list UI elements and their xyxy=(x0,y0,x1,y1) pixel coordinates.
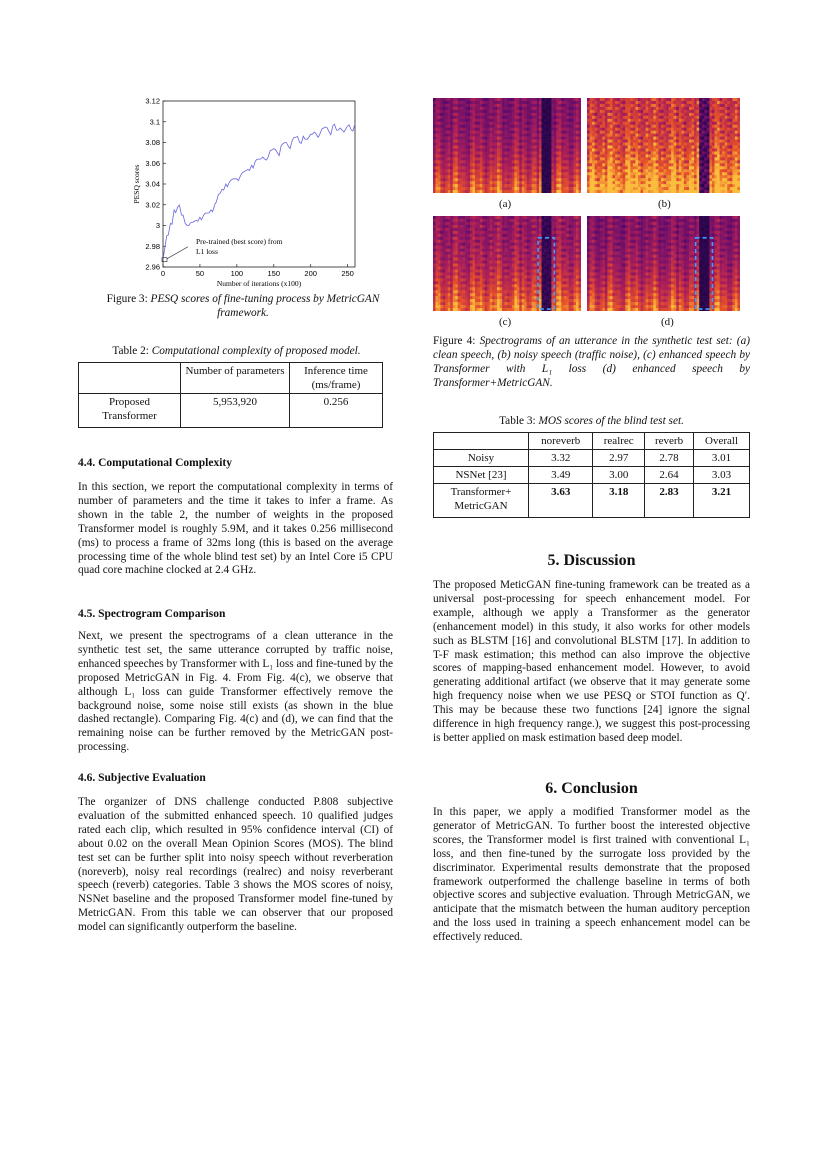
table-cell: 2.78 xyxy=(645,450,694,467)
spectrogram-d xyxy=(587,216,740,311)
x-tick-label: 250 xyxy=(341,269,354,278)
table-cell: 3.32 xyxy=(529,450,593,467)
spectrogram-d-image xyxy=(587,216,740,311)
table-2-caption: Table 2: Computational complexity of proposed model. xyxy=(112,345,361,357)
figure-4-label-a: (a) xyxy=(499,198,512,210)
y-tick-label: 3.02 xyxy=(145,200,160,210)
figure-4-label-c: (c) xyxy=(499,316,512,328)
figure-4-label-b: (b) xyxy=(658,198,671,210)
section-6-text: In this paper, we apply a modified Transformer model as the generator of MetricGAN. To further boost the interested objective scores, the Transformer model is first trained with conventional L₁ loss, and then fine-tuned by the surrogate loss provided by the discriminator. Experimental results demonstrate that the proposed framework outperformed the challenge baseline in terms of both objective scores and subjective evaluation. Through MetricGAN, we anticipate that the mismatch between the human auditory perception and the loss used in training a speech enhancement model can be effectively reduced. xyxy=(433,806,750,944)
spectrogram-b xyxy=(587,98,740,193)
table-row xyxy=(434,433,750,450)
figure-4-caption: Figure 4: Spectrograms of an utterance in the synthetic test set: (a) clean speech, (b) noisy speech (traffic noise), (c) enhanced speech by Transformer with L₁ loss (d) enhanced speech by Transformer+MetricGAN. xyxy=(433,335,750,389)
table-2 xyxy=(78,362,383,428)
table-row xyxy=(434,450,750,467)
table-row xyxy=(434,484,750,518)
table-cell: Noisy xyxy=(434,450,529,467)
table-cell: 3.49 xyxy=(529,467,593,484)
y-tick-label: 3.1 xyxy=(149,117,160,127)
table-cell: 5,953,920 xyxy=(181,394,290,428)
section-4-6-title: 4.6. Subjective Evaluation xyxy=(78,772,206,784)
section-4-6-text: The organizer of DNS challenge conducted P.808 subjective evaluation of the submitted enhanced speech. 10 qualified judges rated each clip, which resulted in 95% confidence interval (CI) of about 0.02 on the overall Mean Opinion Scores (MOS). The blind test set can be further split into noisy speech without reverberation (noreverb), noisy real recordings (realrec) and noisy reverberant speech (reverb) categories. Table 3 shows the MOS scores of noisy, NSNet baseline and the proposed Transformer model fine-tuned by MetricGAN. From this table we can observer that our proposed model can significantly outperform the baseline. xyxy=(78,796,393,934)
y-tick-label: 2.96 xyxy=(145,262,160,272)
y-tick-label: 2.98 xyxy=(145,241,160,251)
spectrogram-b-image xyxy=(587,98,740,193)
section-4-4-text: In this section, we report the computational complexity in terms of number of parameters and the time it takes to infer a frame. As shown in the table 2, the number of weights in the proposed Transformer model is roughly 5.9M, and it takes 0.256 millisecond (ms) to process a frame of 32ms long (this is based on the average processing time of the whole blind test set) by an Intel Core i5 CPU quad core machine clocked at 2.4 GHz. xyxy=(78,481,393,577)
x-tick-label: 150 xyxy=(267,269,281,278)
table-cell: 0.256 xyxy=(290,394,383,428)
table-header: Overall xyxy=(694,433,750,450)
table-cell: 3.00 xyxy=(593,467,645,484)
table-3-caption: Table 3: MOS scores of the blind test set. xyxy=(499,415,684,427)
section-4-5-title: 4.5. Spectrogram Comparison xyxy=(78,608,226,620)
spectrogram-c-image xyxy=(433,216,581,311)
y-tick-label: 3.04 xyxy=(145,179,160,189)
y-tick-label: 3.08 xyxy=(145,138,160,147)
table-cell: NSNet [23] xyxy=(434,467,529,484)
table-cell: 2.97 xyxy=(593,450,645,467)
spectrogram-c xyxy=(433,216,581,311)
table-cell: Transformer+ MetricGAN xyxy=(434,484,529,518)
x-tick-label: 0 xyxy=(160,269,166,278)
table-row xyxy=(79,394,383,428)
table-row xyxy=(434,467,750,484)
table-cell: 3.01 xyxy=(694,450,750,467)
x-tick-label: 200 xyxy=(304,269,317,278)
figure-3-caption: Figure 3: PESQ scores of fine-tuning process by MetricGAN framework. xyxy=(106,293,380,319)
spectrogram-a xyxy=(433,98,581,193)
section-5-title: 5. Discussion xyxy=(547,552,636,569)
y-axis-label: PESQ scores xyxy=(132,164,141,204)
y-tick-label: 3.06 xyxy=(145,158,160,168)
x-axis-label: Number of iterations (x100) xyxy=(216,279,302,288)
table-header: realrec xyxy=(593,433,645,450)
table-header: noreverb xyxy=(529,433,593,450)
table-cell: 2.64 xyxy=(645,467,694,484)
table-cell xyxy=(79,363,181,394)
section-5-text: The proposed MeticGAN fine-tuning framework can be treated as a universal post-processing for speech enhancement model. For example, although we apply a Transformer as the generator (enhancement model) in this study, it also works for other models such as BLSTM [16] and convolutional BLSTM [17]. In addition to T-F mask estimation; this method can also improve the objective scores of mapping-based enhancement model. However, to avoid generating additional artifact (we observe that it may generate some high frequency noise when we use PESQ or STOI function as Q′. This may be because these two functions [24] ignore the signal difference in high frequency range.), we suggest this post-processing is better applied on mask estimation based deep model. xyxy=(433,579,750,744)
x-tick-label: 50 xyxy=(195,269,205,278)
spectrogram-a-image xyxy=(433,98,581,193)
section-6-title: 6. Conclusion xyxy=(545,780,638,797)
table-cell: Proposed Transformer xyxy=(79,394,181,428)
annotation-text-line2: L1 loss xyxy=(196,247,218,256)
table-cell: 2.83 xyxy=(645,484,694,518)
table-cell: 3.18 xyxy=(593,484,645,518)
section-4-4-title: 4.4. Computational Complexity xyxy=(78,457,232,469)
annotation-text-line1: Pre-trained (best score) from xyxy=(196,237,283,246)
figure-3 xyxy=(128,94,360,289)
table-cell: 3.03 xyxy=(694,467,750,484)
table-header: Number of parameters xyxy=(181,363,290,394)
x-tick-label: 100 xyxy=(230,269,244,278)
table-cell xyxy=(434,433,529,450)
table-3 xyxy=(433,432,750,518)
table-cell: 3.63 xyxy=(529,484,593,518)
figure-4-label-d: (d) xyxy=(661,316,674,328)
table-row xyxy=(79,363,383,394)
y-tick-label: 3.12 xyxy=(145,96,160,106)
table-header: Inference time (ms/frame) xyxy=(290,363,383,394)
table-header: reverb xyxy=(645,433,694,450)
y-tick-label: 3 xyxy=(155,221,160,230)
pesq-line-chart xyxy=(128,94,360,289)
table-cell: 3.21 xyxy=(694,484,750,518)
section-4-5-text: Next, we present the spectrograms of a clean utterance in the synthetic test set, the same utterance corrupted by traffic noise, enhanced speeches by Transformer with L₁ loss and fine-tuned by the proposed MetricGAN in Fig. 4. From Fig. 4(c), we observe that although L₁ loss can guide Transformer effectively remove the background noise, some noise still exists (as shown in the blue dashed rectangle). Comparing Fig. 4(c) and (d), we can find that the remaining noise can be further removed by the MetricGAN post-processing. xyxy=(78,630,393,754)
